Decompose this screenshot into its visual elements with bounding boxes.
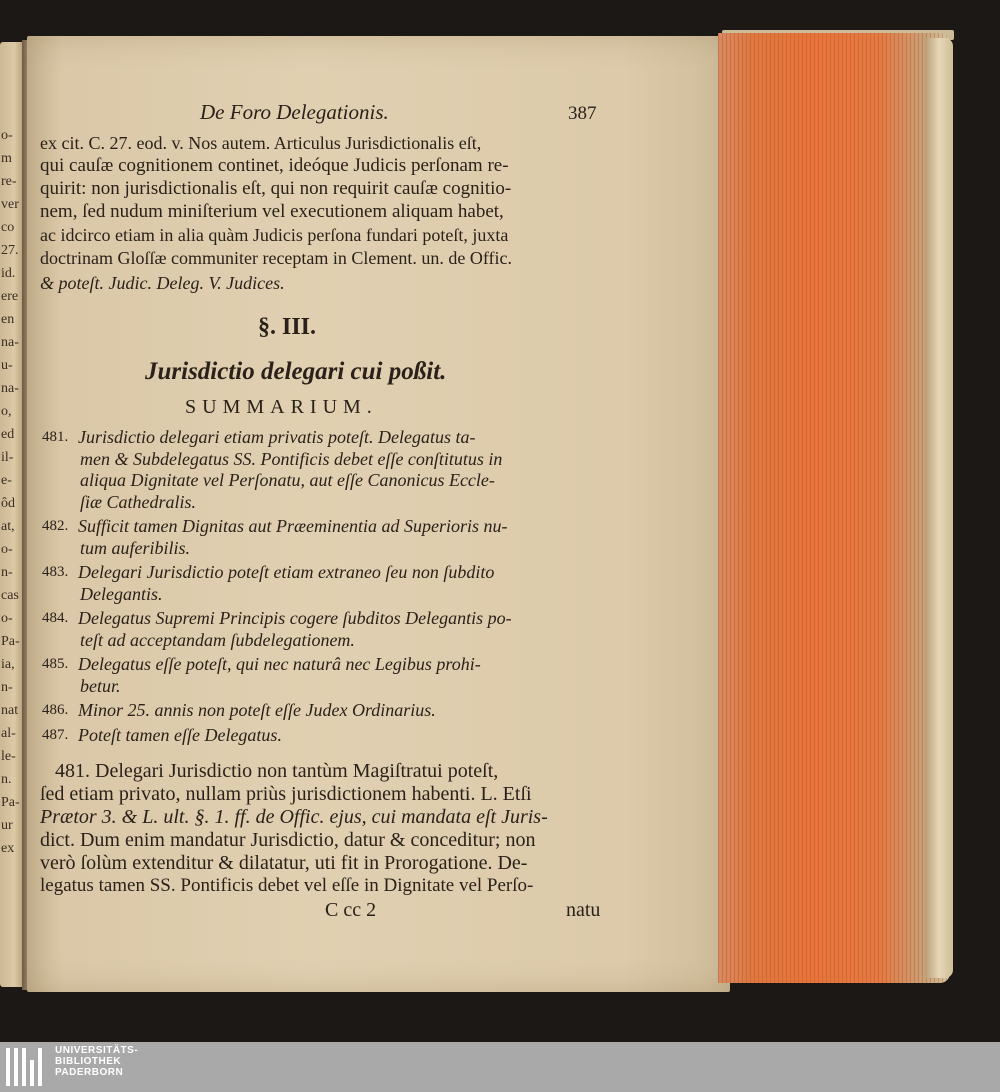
body-line: doctrinam Gloſſæ communiter receptam in Clement. un. de Offic.: [40, 248, 513, 268]
left-page-fragment: id.: [1, 266, 16, 281]
summary-line: Delegari Jurisdictio poteſt etiam extraneo ſeu non ſubdito: [78, 562, 495, 582]
left-page-fragment: en: [1, 312, 15, 327]
summary-number: 483.: [42, 564, 69, 580]
left-page-fragment: re-: [1, 174, 17, 189]
body-line: quirit: non jurisdictionalis eſt, qui non requirit cauſæ cognitio-: [40, 178, 512, 199]
left-page-fragment: ed: [1, 427, 15, 442]
body-line: qui cauſæ cognitionem continet, ideóque Judicis perſonam re-: [40, 155, 509, 176]
left-page-fragment: Pa-: [1, 634, 20, 649]
left-page-fragment: o,: [1, 404, 12, 419]
summary-line: Minor 25. annis non poteſt eſſe Judex Ordinarius.: [78, 700, 436, 720]
left-page-fragment: ur: [1, 818, 13, 833]
body-line: dict. Dum enim mandatur Jurisdictio, datur & conceditur; non: [40, 829, 536, 851]
section-title: Jurisdictio delegari cui poßit.: [145, 358, 447, 385]
body-line: Prætor 3. & L. ult. §. 1. ff. de Offic. ejus, cui mandata eſt Juris-: [40, 806, 548, 828]
left-page-fragment: u-: [1, 358, 13, 373]
summary-line: tum auferibilis.: [80, 537, 191, 558]
summary-line: Delegantis.: [80, 583, 163, 604]
summary-line: Delegatus eſſe poteſt, qui nec naturâ nec Legibus prohi-: [78, 654, 481, 674]
summary-line: teſt ad acceptandam ſubdelegationem.: [80, 629, 355, 650]
summary-line: ſiæ Cathedralis.: [80, 491, 197, 512]
library-footer: [0, 1042, 1000, 1092]
summary-number: 487.: [42, 726, 69, 743]
left-page-fragment: nat: [1, 703, 19, 718]
left-page-fragment: Pa-: [1, 795, 20, 810]
body-line: verò ſolùm extenditur & dilatatur, uti fit in Prorogatione. De-: [40, 852, 528, 874]
left-page-fragment: na-: [1, 335, 19, 350]
summary-number: 485.: [42, 656, 69, 672]
summary-number: 482.: [42, 518, 69, 534]
left-page-fragment: 27.: [1, 243, 19, 258]
body-line: & poteſt. Judic. Deleg. V. Judices.: [40, 273, 285, 293]
section-number: §. III.: [258, 314, 317, 340]
left-page-fragment: m: [1, 151, 12, 166]
left-page-fragment: ex: [1, 841, 15, 856]
summary-line: Sufficit tamen Dignitas aut Præeminentia ad Superioris nu-: [78, 516, 508, 536]
summary-number: 481.: [42, 429, 69, 445]
summary-line: betur.: [80, 675, 121, 696]
page-number: 387: [568, 103, 597, 124]
left-page-fragment: na-: [1, 381, 19, 396]
summary-label: SUMMARIUM.: [185, 396, 378, 418]
left-page-fragment: il-: [1, 450, 14, 465]
summary-line: Poteſt tamen eſſe Delegatus.: [78, 724, 282, 745]
signature-mark: C cc 2: [325, 899, 377, 921]
left-page-fragment: ere: [1, 289, 19, 304]
left-page-fragment: cas: [1, 588, 19, 603]
left-page-fragment: at,: [1, 519, 15, 534]
left-page-fragment: ôd: [1, 496, 15, 511]
left-page-fragment: le-: [1, 749, 16, 764]
body-line: legatus tamen SS. Pontificis debet vel eſſe in Dignitate vel Perſo-: [40, 875, 534, 896]
summary-line: Delegatus Supremi Principis cogere ſubditos Delegantis po-: [78, 608, 512, 628]
left-page-fragment: ia,: [1, 657, 15, 672]
left-page-fragment: al-: [1, 726, 16, 741]
left-page-fragment: ver: [1, 197, 19, 212]
summary-line: men & Subdelegatus SS. Pontificis debet eſſe conſtitutus in: [80, 448, 503, 469]
left-page-fragment: n.: [1, 772, 12, 787]
left-page-fragment: n-: [1, 680, 13, 695]
body-line: ac idcirco etiam in alia quàm Judicis perſona fundari poteſt, juxta: [40, 225, 509, 245]
left-page-fragment: co: [1, 220, 15, 235]
left-page-fragment: o-: [1, 542, 13, 557]
body-line: ex cit. C. 27. eod. v. Nos autem. Articulus Jurisdictionalis eſt,: [40, 133, 482, 153]
footer-line: BIBLIOTHEK: [55, 1056, 122, 1067]
body-line: ſed etiam privato, nullam priùs jurisdictionem habenti. L. Etſi: [40, 783, 532, 805]
library-logo-icon: [6, 1048, 46, 1086]
left-page-fragment: o-: [1, 611, 13, 626]
body-line: 481. Delegari Jurisdictio non tantùm Magiſtratui poteſt,: [55, 760, 499, 782]
left-page-fragment: n-: [1, 565, 13, 580]
summary-number: 486.: [42, 702, 69, 718]
summary-line: Jurisdictio delegari etiam privatis poteſt. Delegatus ta-: [78, 427, 476, 447]
footer-line: UNIVERSITÄTS-: [55, 1045, 139, 1056]
catchword: natu: [566, 899, 601, 921]
summary-line: aliqua Dignitate vel Perſonatu, aut eſſe Canonicus Eccle-: [80, 470, 495, 490]
left-page-fragment: o-: [1, 128, 13, 143]
summary-number: 484.: [42, 610, 69, 626]
running-head: De Foro Delegationis.: [200, 100, 389, 124]
body-line: nem, ſed nudum miniſterium vel executionem aliquam habet,: [40, 201, 504, 222]
footer-line: PADERBORN: [55, 1067, 124, 1078]
left-page-fragment: e-: [1, 473, 12, 488]
